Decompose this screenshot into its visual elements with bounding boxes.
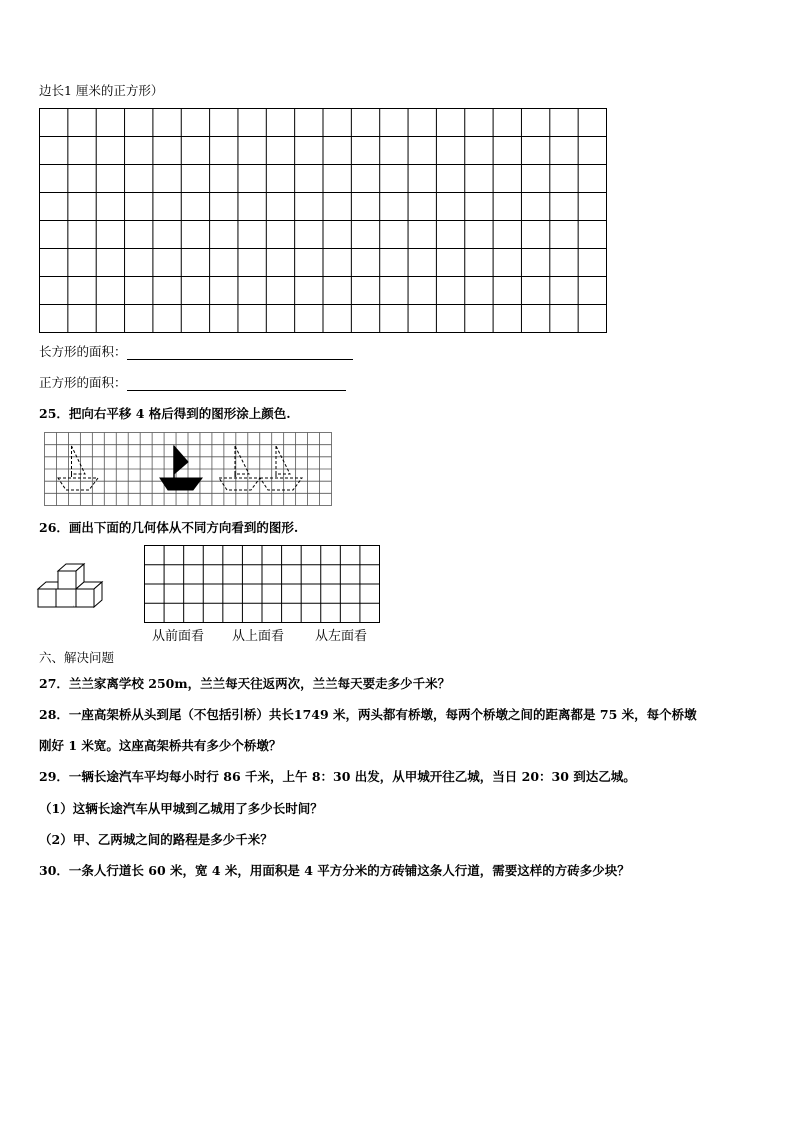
- rect-area-label: 长方形的面积：: [39, 344, 127, 359]
- header-line: 边长1 厘米的正方形）: [39, 83, 164, 98]
- view-label-left: 从左面看: [315, 629, 368, 644]
- q26-text: 26．画出下面的几何体从不同方向看到的图形.: [39, 520, 299, 535]
- q29-sub1: （1）这辆长途汽车从甲城到乙城用了多少长时间？: [39, 801, 323, 816]
- q27-text: 27．兰兰家离学校 250m，兰兰每天往返两次，兰兰每天要走多少千米？: [39, 676, 451, 691]
- view-label-top: 从上面看: [232, 629, 285, 644]
- square-area-line: [39, 375, 346, 391]
- rect-area-line: [39, 344, 353, 360]
- cube-stack-figure: [37, 563, 107, 611]
- drawing-grid[interactable]: [39, 108, 609, 335]
- boat-grid-figure[interactable]: [44, 432, 334, 508]
- three-view-grid[interactable]: [144, 545, 382, 625]
- view-label-front: 从前面看: [152, 629, 205, 644]
- q30-text: 30．一条人行道长 60 米，宽 4 米，用面积是 4 平方分米的方砖铺这条人行道，需要这样的方砖多少块？: [39, 863, 630, 878]
- rect-area-blank[interactable]: [127, 345, 353, 360]
- square-area-label: 正方形的面积：: [39, 375, 127, 390]
- q29-text: 29．一辆长途汽车平均每小时行 86 千米，上午 8：30 出发，从甲城开往乙城，当日 20：30 到达乙城。: [39, 769, 636, 784]
- q25-text: 25．把向右平移 4 格后得到的图形涂上颜色.: [39, 406, 291, 421]
- section6-title: 六、解决问题: [39, 650, 115, 665]
- solid-boat: [160, 446, 202, 490]
- square-area-blank[interactable]: [127, 376, 346, 391]
- q28-line2: 刚好 1 米宽。这座高架桥共有多少个桥墩？: [39, 738, 282, 753]
- q28-line1: 28．一座高架桥从头到尾（不包括引桥）共长1749 米，两头都有桥墩，每两个桥墩之间的距离都是 75 米，每个桥墩: [39, 707, 697, 722]
- dashed-boat-3: [219, 446, 260, 490]
- q29-sub2: （2）甲、乙两城之间的路程是多少千米？: [39, 832, 273, 847]
